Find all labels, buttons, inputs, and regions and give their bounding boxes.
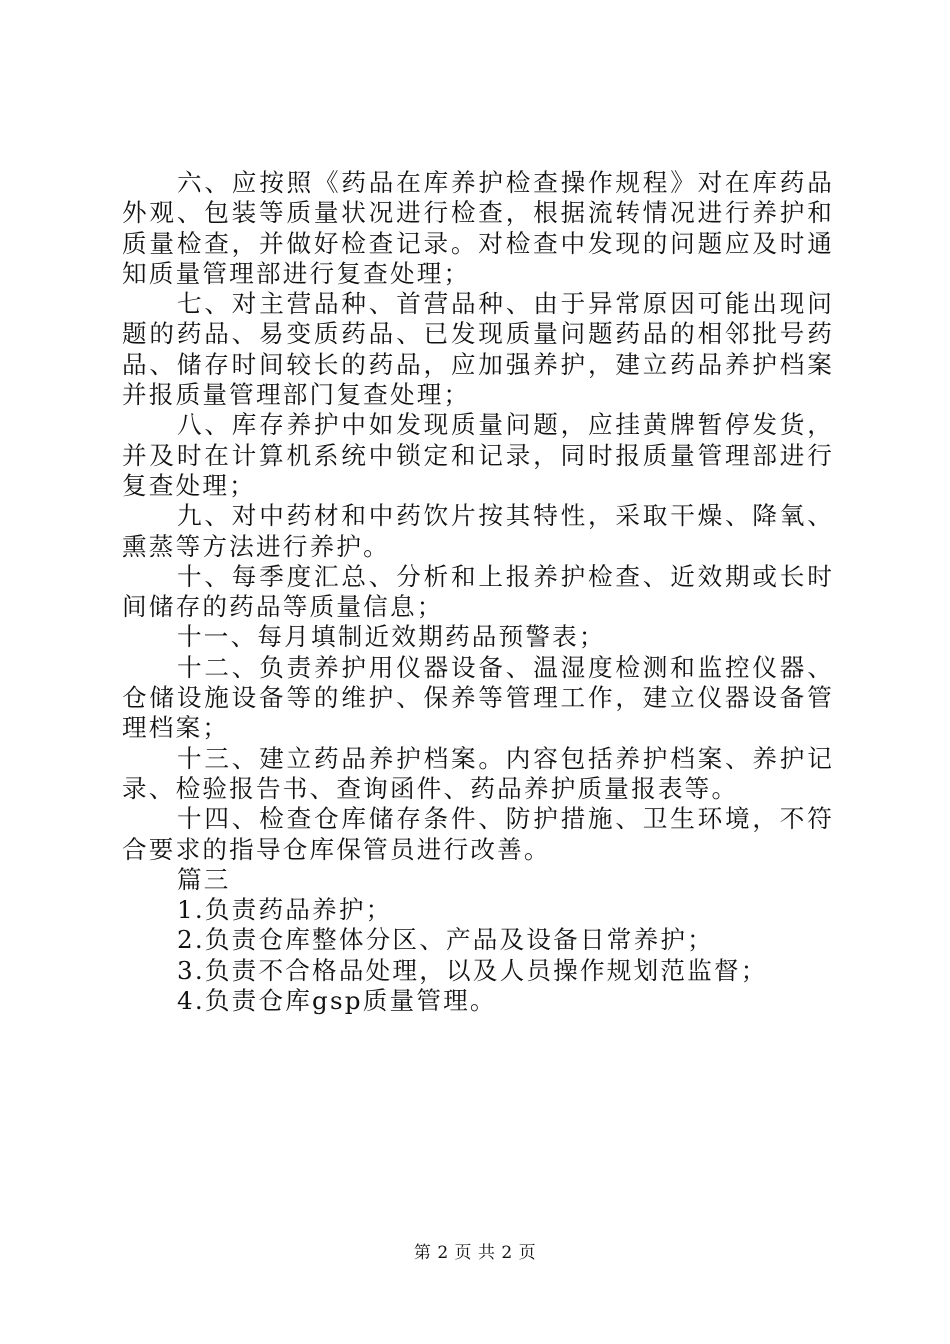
list-item-1: 1.负责药品养护； [177, 895, 393, 925]
section-heading: 篇三 [177, 864, 231, 894]
paragraph-6: 六、应按照《药品在库养护检查操作规程》对在库药品外观、包装等质量状况进行检查，根据流转情况进行养护和质量检查，并做好检查记录。对检查中发现的问题应及时通知质量管理部进行复查处理； [122, 168, 834, 288]
paragraph-14: 十四、检查仓库储存条件、防护措施、卫生环境，不符合要求的指导仓库保管员进行改善。 [122, 804, 834, 864]
list-item-4: 4.负责仓库gsp质量管理。 [177, 986, 497, 1016]
paragraph-12: 十二、负责养护用仪器设备、温湿度检测和监控仪器、仓储设施设备等的维护、保养等管理工作，建立仪器设备管理档案； [122, 652, 834, 743]
paragraph-13: 十三、建立药品养护档案。内容包括养护档案、养护记录、检验报告书、查询函件、药品养护质量报表等。 [122, 743, 834, 803]
list-item-2: 2.负责仓库整体分区、产品及设备日常养护； [177, 925, 714, 955]
list-item-3: 3.负责不合格品处理，以及人员操作规划范监督； [177, 955, 768, 985]
paragraph-10: 十、每季度汇总、分析和上报养护检查、近效期或长时间储存的药品等质量信息； [122, 561, 834, 622]
paragraph-11: 十一、每月填制近效期药品预警表； [177, 622, 606, 652]
document-body [122, 168, 834, 1016]
paragraph-7: 七、对主营品种、首营品种、由于异常原因可能出现问题的药品、易变质药品、已发现质量问题药品的相邻批号药品、储存时间较长的药品，应加强养护，建立药品养护档案并报质量管理部门复查处理； [122, 289, 834, 410]
paragraph-8: 八、库存养护中如发现质量问题，应挂黄牌暂停发货，并及时在计算机系统中锁定和记录，同时报质量管理部进行复查处理； [122, 410, 834, 500]
paragraph-9: 九、对中药材和中药饮片按其特性，采取干燥、降氧、熏蒸等方法进行养护。 [122, 501, 834, 561]
page-number-footer: 第 2 页 共 2 页 [413, 1243, 537, 1263]
